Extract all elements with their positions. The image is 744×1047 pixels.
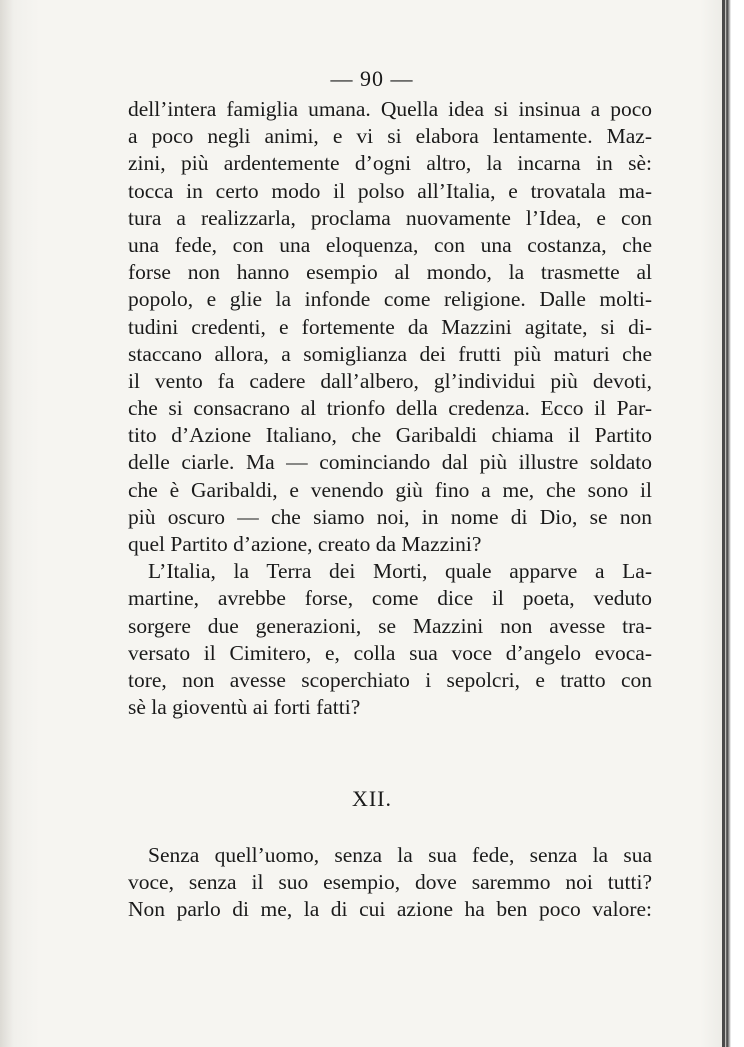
section-text bbox=[128, 842, 652, 924]
text-line: staccano allora, a somiglianza dei frutti più maturi che bbox=[128, 341, 652, 366]
text-line: a poco negli animi, e vi si elabora lentamente. Maz- bbox=[128, 124, 652, 149]
text-line: L’Italia, la Terra dei Morti, quale apparve a La- bbox=[148, 559, 652, 584]
text-line: sè la gioventù ai forti fatti? bbox=[128, 695, 361, 720]
text-line: tito d’Azione Italiano, che Garibaldi chiama il Partito bbox=[128, 423, 652, 448]
text-line: Non parlo di me, la di cui azione ha ben poco valore: bbox=[128, 897, 652, 922]
text-line: tocca in certo modo il polso all’Italia, e trovatala ma- bbox=[128, 178, 652, 203]
text-line: tura a realizzarla, proclama nuovamente l’Idea, e con bbox=[128, 205, 652, 230]
text-line: una fede, con una eloquenza, con una costanza, che bbox=[128, 232, 652, 257]
text-line: che è Garibaldi, e venendo giù fino a me, che sono il bbox=[128, 477, 652, 502]
text-line: che si consacrano al trionfo della credenza. Ecco il Par- bbox=[128, 396, 652, 421]
section-heading: XII. bbox=[351, 786, 393, 811]
text-line: tudini credenti, e fortemente da Mazzini agitate, si di- bbox=[128, 314, 652, 339]
text-line: quel Partito d’azione, creato da Mazzini? bbox=[128, 532, 482, 556]
text-line: versato il Cimitero, e, colla sua voce d’angelo evoca- bbox=[128, 640, 652, 665]
text-line: martine, avrebbe forse, come dice il poeta, veduto bbox=[128, 586, 652, 611]
page-number: — 90 — bbox=[330, 66, 414, 91]
text-line: delle ciarle. Ma — cominciando dal più illustre soldato bbox=[128, 450, 652, 475]
text-line: zini, più ardentemente d’ogni altro, la incarna in sè: bbox=[128, 151, 652, 176]
text-line: Senza quell’uomo, senza la sua fede, senza la sua bbox=[148, 843, 652, 867]
text-line: più oscuro — che siamo noi, in nome di Dio, se non bbox=[128, 504, 652, 529]
text-line: voce, senza il suo esempio, dove saremmo noi tutti? bbox=[128, 870, 652, 895]
body-text bbox=[128, 96, 652, 721]
text-line: popolo, e glie la infonde come religione. Dalle molti- bbox=[128, 287, 652, 312]
text-line: il vento fa cadere dall’albero, gl’individui più devoti, bbox=[128, 368, 652, 393]
page-edge-shadow bbox=[722, 0, 725, 1047]
text-line: forse non hanno esempio al mondo, la trasmette al bbox=[128, 260, 652, 285]
text-line: dell’intera famiglia umana. Quella idea si insinua a poco bbox=[128, 97, 652, 121]
text-line: sorgere due generazioni, se Mazzini non avesse tra- bbox=[128, 613, 652, 638]
text-line: tore, non avesse scoperchiato i sepolcri, e tratto con bbox=[128, 667, 652, 692]
